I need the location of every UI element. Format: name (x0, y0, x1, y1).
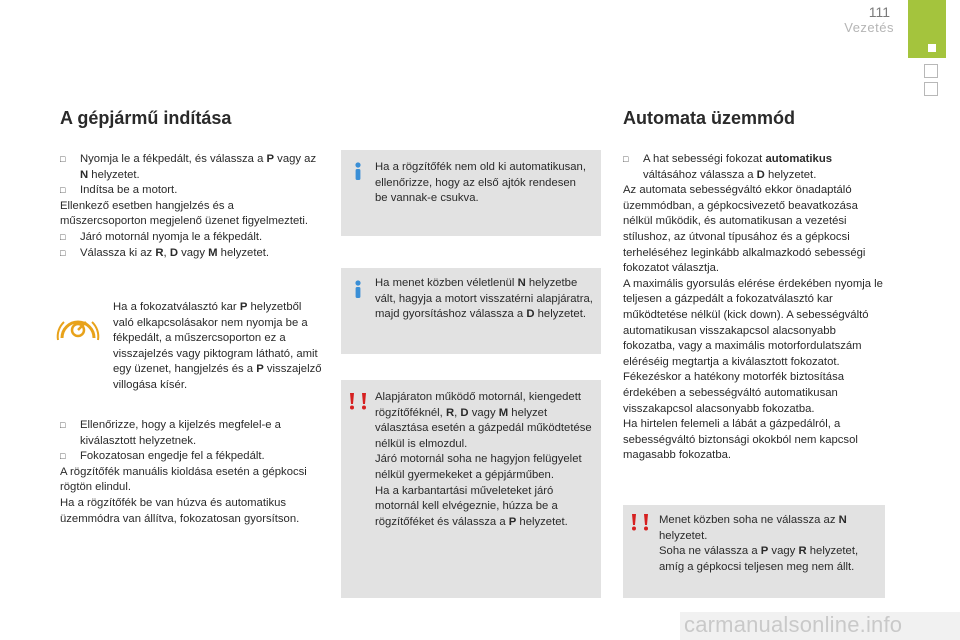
section-tab (908, 0, 946, 58)
section-title: Vezetés (844, 20, 894, 35)
tab-box-2 (924, 82, 938, 96)
paragraph: Ha a rögzítőfék be van húzva és automatikus üzemmódra van állítva, fokozatosan gyorsítson. (60, 496, 300, 525)
bullet-item: □ Járó motornál nyomja le a fékpedált. (60, 230, 322, 246)
bullet-item: □ Válassza ki az R, D vagy M helyzetet. (60, 246, 322, 262)
info-icon (351, 280, 365, 298)
info-note-1 (341, 150, 601, 236)
left-block-2 (60, 418, 330, 527)
info-icon (351, 162, 365, 180)
right-section-title: Automata üzemmód (623, 108, 796, 128)
warning-icon (347, 392, 369, 410)
warning-icon (629, 513, 651, 531)
note-text: Alapjáraton működő motornál, kiengedett rögzítőféknél, R, D vagy M helyzet választása esetén a gázpedál működtetése nélkül is elmozdul. Járó motornál soha ne hagyjon felügyelet nélkül gyermekeket a gépjárműben. Ha a karbantartási műveleteket járó motornál kell elvégeznie, húzza be a rögzítőféket és válassza a P helyzetet. (375, 391, 592, 528)
p-position-note: Ha a fokozatválasztó kar P helyzetből való elkapcsolásakor nem nyomja be a fékpedált, a műszercsoporton ez a visszajelzés vagy piktogram látható, amit egy üzenet, hangjelzés és a P visszajelző villogása kísér. (113, 301, 322, 391)
bullet-item: □ Ellenőrizze, hogy a kijelzés megfelel-e a kiválasztott helyzetnek. (60, 418, 330, 449)
page-number: 111 (868, 4, 890, 20)
left-section-title: A gépjármű indítása (60, 108, 232, 128)
warning-note-1 (341, 380, 601, 598)
paragraph: Fékezéskor a hatékony motorfék biztosítása érdekében a sebességváltó automatikusan visszakapcsol alacsonyabb fokozatba. (623, 371, 845, 415)
note-text: Ha menet közben véletlenül N helyzetbe vált, hagyja a motort visszatérni alapjáratra, majd gyorsításhoz válassza a D helyzetet. (375, 277, 593, 321)
bullet-item: □ A hat sebességi fokozat automatikus váltásához válassza a D helyzetet. (623, 152, 885, 183)
gearbox-warning-gauge-icon (56, 312, 100, 342)
tab-box-1 (924, 64, 938, 78)
watermark: carmanualsonline.info (684, 612, 903, 637)
note-text: Menet közben soha ne válassza az N helyzetet. Soha ne válassza a P vagy R helyzetet, amíg a gépkocsi teljesen meg nem állt. (659, 514, 859, 573)
bullet-item: □ Indítsa be a motort. (60, 183, 322, 199)
right-body (623, 152, 885, 464)
bullet-item: □ Fokozatosan engedje fel a fékpedált. (60, 449, 330, 465)
tab-marker (928, 44, 936, 52)
info-note-2 (341, 268, 601, 354)
warning-note-2 (623, 505, 885, 598)
paragraph: Ha hirtelen felemeli a lábát a gázpedálról, a sebességváltó biztonsági okokból nem kapcsol magasabb fokozatba. (623, 418, 858, 462)
note-text: Ha a rögzítőfék nem old ki automatikusan, ellenőrizze, hogy az első ajtók rendesen be vannak-e csukva. (375, 161, 586, 205)
paragraph: A maximális gyorsulás elérése érdekében nyomja le teljesen a gázpedált a fokozatválasztó kar működtetése nélkül (kick down). A sebességváltó automatikusan visszakapcsol alacsonyabb fokozatba, vagy a maximális motorfordulatszám eléréséig megtartja a kiválasztott fokozatot. (623, 277, 883, 368)
paragraph: Az automata sebességváltó ekkor önadaptáló üzemmódban, a gépkocsivezető beavatkozása nélkül működik, és automatikusan a vezetési stílushoz, az útvonal típusához és a gépkocsi terheléséhez leginkább alkalmazkodó sebességi fokozatot választja. (623, 184, 866, 275)
paragraph: A rögzítőfék manuális kioldása esetén a gépkocsi rögtön elindul. (60, 465, 307, 494)
paragraph: Ellenkező esetben hangjelzés és a műszercsoporton megjelenő üzenet figyelmezteti. (60, 199, 309, 228)
bullet-item: □ Nyomja le a fékpedált, és válassza a P vagy az N helyzetet. (60, 152, 322, 183)
left-block-1 (60, 152, 322, 261)
